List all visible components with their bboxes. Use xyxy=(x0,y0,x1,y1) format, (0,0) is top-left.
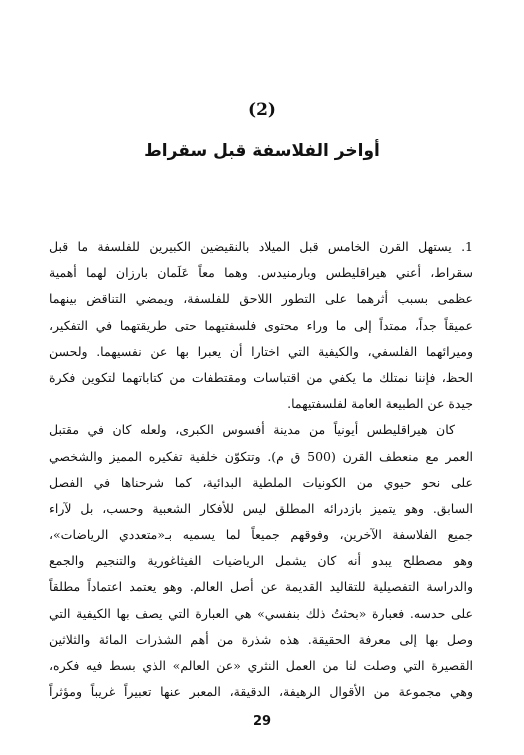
text-line: جميع الفلاسفة الآخرين، وفوقهم جميعاً لما يسميه بـ«متعددي الرياضات»، xyxy=(49,527,473,543)
text-line: العمر مع منعطف القرن (500 ق م). وتتكوّن خلفية تفكيره المميز والشخصي xyxy=(49,448,473,464)
text-line: عظمى بسبب أثرهما على التطور اللاحق للفلسفة، ويمضي التناقض بينهما xyxy=(49,291,473,307)
chapter-title: أواخر الفلاسفة قبل سقراط xyxy=(144,141,380,161)
page-number: 29 xyxy=(252,714,272,729)
text-line: 1. يستهل القرن الخامس قبل الميلاد بالنقيضين الكبيرين للفلسفة ما قبل xyxy=(49,239,473,254)
body-text xyxy=(49,234,473,705)
text-line: على نحو حيوي من الكونيات الملطية البدائية، كما شرحناها في الفصل xyxy=(49,474,473,490)
text-line: السابق. وهو يتميز بازدرائه المطلق ليس للأفكار الشعبية وحسب، بل لآراء xyxy=(49,500,473,516)
text-line: وهي مجموعة من الأقوال الرهيفة، الدقيقة، المعبر عنها تعبيراً غريباً ومؤثراً xyxy=(49,684,473,700)
text-line: عميقاً جداً، ممتداً إلى ما وراء محتوى فلسفتيهما حتى طريقتهما في التفكير، xyxy=(49,317,473,333)
text-line: جيدة عن الطبيعة العامة لفلسفتيهما. xyxy=(287,396,473,412)
text-line: القصيرة التي وصلت لنا من العمل النثري «عن العالم» الذي بسط فيه فكره، xyxy=(49,658,473,673)
text-line: الحظ، فإننا نمتلك ما يكفي من اقتباسات ومقتطفات من كتاباتهما لتكوين فكرة xyxy=(49,369,473,385)
text-line: وصل بها إلى معرفة الحقيقة. هذه شذرة من أهم الشذرات المائة والثلاثين xyxy=(49,631,473,647)
text-line: على حدسه. فعبارة «بحثتُ ذلك بنفسي» هي العبارة التي يصف بها الكيفية التي xyxy=(49,605,473,621)
text-line: والدراسة التفصيلية للتقاليد القديمة عن أصل العالم. وهو يعتمد اعتماداً مطلقاً xyxy=(49,579,473,595)
text-line: وهو مصطلح يبدو أنه كان يشمل الرياضيات الفيثاغورية والتنجيم والجمع xyxy=(49,553,473,569)
chapter-number: (2) xyxy=(248,100,276,120)
text-line: كان هيراقليطس أيونياً من مدينة أفسوس الكبرى، ولعله كان في مقتبل xyxy=(49,422,455,438)
text-line: وميرائهما الفلسفي، والكيفية التي اختارا أن يعبرا بها عن نفسيهما. ولحسن xyxy=(49,343,473,359)
text-line: سقراط، أعني هيراقليطس وبارمنيدس. وهما معاً عَلَمان بارزان لهما أهمية xyxy=(49,265,473,281)
